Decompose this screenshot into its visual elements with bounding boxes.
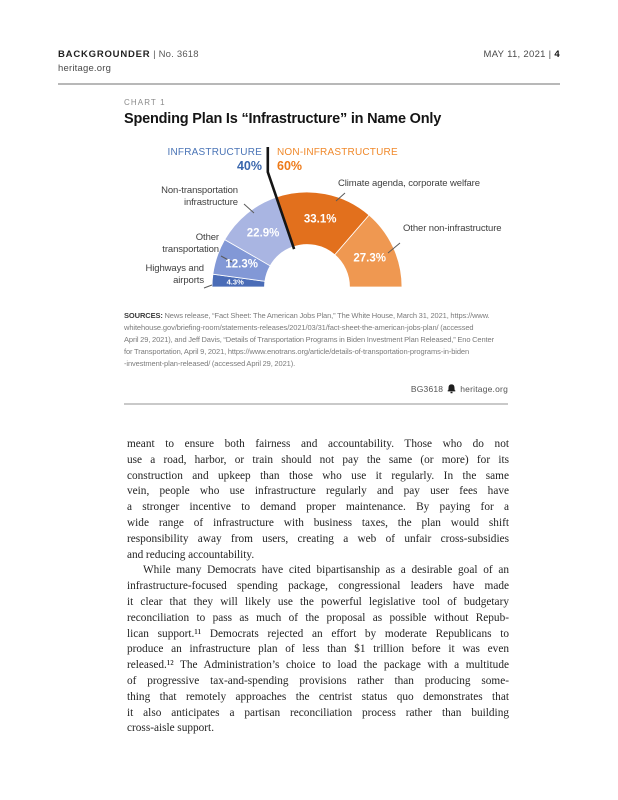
callout-other-transportation: Other transportation <box>162 232 219 255</box>
segment-percent-label: 22.9% <box>246 227 280 240</box>
chart-bottom-divider <box>124 403 508 405</box>
issue-number: | No. 3618 <box>153 49 199 60</box>
legend-non-infrastructure-label: NON-INFRASTRUCTURE <box>277 147 398 158</box>
body-text <box>127 437 509 737</box>
sources-line: April 29, 2021), and Jeff Davis, “Details of Transportation Programs in Biden Investment Plan Released,” Eno Center <box>124 334 495 344</box>
chart-footer-site: heritage.org <box>460 384 508 394</box>
body-line: wide range of infrastructure with business taxes, the plan would shift <box>127 516 509 529</box>
legend-infrastructure-label: INFRASTRUCTURE <box>167 147 262 158</box>
body-line: produce an infrastructure plan of less than $1 trillion before it was even <box>127 643 509 656</box>
body-line: cross-aisle support. <box>127 722 215 735</box>
body-line: of progressive tax-and-spending provisions rather than producing some- <box>127 674 509 687</box>
body-line: construction and upkeep than those who use it regularly. In the same <box>127 469 509 482</box>
body-line: meant to ensure both fairness and accountability. Those who do not <box>127 438 509 450</box>
publication-date: MAY 11, 2021 | <box>483 49 552 60</box>
chart-id: BG3618 <box>410 384 444 394</box>
page-number: 4 <box>554 49 560 60</box>
body-line: While many Democrats have cited bipartisanship as a desirable goal of an <box>143 564 509 577</box>
chart-sources <box>124 310 510 370</box>
callout-connector-line <box>204 285 212 288</box>
legend-non-infrastructure-value: 60% <box>277 159 303 173</box>
segment-percent-label: 33.1% <box>303 213 337 226</box>
legend-infrastructure-value: 40% <box>236 159 262 173</box>
chart-footer <box>411 384 508 394</box>
body-line: thing that remotely approaches the centrist status quo demonstrates that <box>127 690 509 703</box>
callout-non-transportation-infrastructure: Non-transportation infrastructure <box>161 185 238 208</box>
sources-line: whitehouse.gov/briefing-room/statements-releases/2021/03/31/fact-sheet-the-american-jobs-plan/ (accessed <box>124 322 474 332</box>
body-line: vein, people who use infrastructure regularly and pay user fees have <box>127 485 509 498</box>
header-right <box>484 49 560 60</box>
callout-other-non-infrastructure: Other non-infrastructure <box>403 223 502 234</box>
sources-label: SOURCES: <box>124 311 163 320</box>
header-left <box>58 48 199 76</box>
segment-percent-label: 4.3% <box>226 277 244 287</box>
body-line: it clear that they will likely use the powerful legislative tool of budgetary <box>127 595 509 608</box>
sources-line: News release, “Fact Sheet: The American Jobs Plan,” The White House, March 31, 2021, https://www. <box>164 311 490 320</box>
body-line: reconciliation to pass as much of the proposal as possible without Repub- <box>127 611 509 624</box>
body-line: responsibility away from users, creating a web of unfair cross-subsidies <box>127 532 509 545</box>
chart-kicker: CHART 1 <box>124 98 166 107</box>
segment-percent-label: 27.3% <box>353 252 387 265</box>
body-line: and reducing accountability. <box>127 548 255 561</box>
body-line: infrastructure-focused spending package, congressional leaders have made <box>127 580 509 593</box>
body-line: use a road, harbor, or train should not pay the same (or more) for its <box>127 453 509 466</box>
body-line: lican support.¹¹ Democrats rejected an effort by moderate Republicans to <box>127 627 509 640</box>
publication-name: BACKGROUNDER <box>58 49 151 60</box>
segment-percent-label: 12.3% <box>225 258 259 271</box>
callout-climate-agenda: Climate agenda, corporate welfare <box>338 178 480 189</box>
body-line: it also anticipates a partisan reconciliation process rather than building <box>127 706 509 719</box>
sources-line: -investment-plan-released/ (accessed April 29, 2021). <box>124 358 296 368</box>
body-line: a stronger incentive to demand proper maintenance. By paying for a <box>127 501 509 514</box>
heritage-logo-icon <box>447 384 456 394</box>
sources-line: for Transportation, April 9, 2021, https://www.enotrans.org/article/details-of-transportation-programs-in-biden <box>124 346 470 356</box>
header-divider <box>58 83 560 85</box>
site-url: heritage.org <box>58 63 112 74</box>
body-line: released.¹² The Administration’s choice to load the package with a multitude <box>127 659 509 672</box>
callout-highways-and-airports: Highways and airports <box>145 263 204 286</box>
chart-title: Spending Plan Is “Infrastructure” in Name Only <box>124 111 442 127</box>
